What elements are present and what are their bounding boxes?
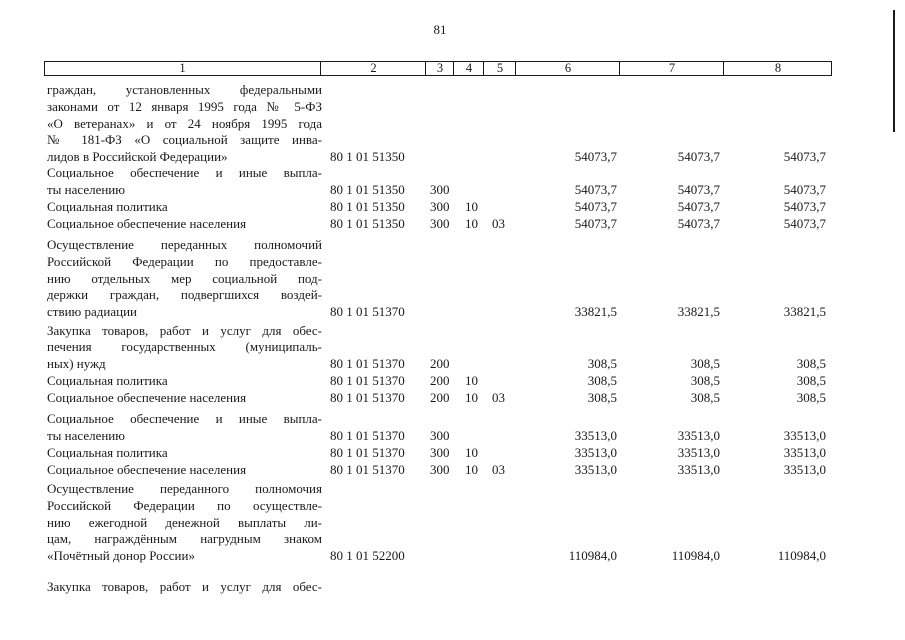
row-value-col6: 110984,0 xyxy=(568,548,617,563)
column-header-5: 5 xyxy=(483,62,516,75)
description-line: Социальное обеспечение и иные выпла- xyxy=(47,411,322,427)
column-header-7: 7 xyxy=(619,62,724,75)
description-line: Социальное обеспечение населения xyxy=(47,462,247,477)
column-header-1: 1 xyxy=(179,61,186,75)
row-value-col7: 33513,0 xyxy=(677,462,720,477)
row-value-col6: 33513,0 xyxy=(574,462,617,477)
row-value-col8: 54073,7 xyxy=(783,149,826,164)
row-code: 80 1 01 51370 xyxy=(330,462,405,477)
row-value-col8: 308,5 xyxy=(796,373,826,388)
row-section: 10 xyxy=(465,199,478,214)
description-line: Социальная политика xyxy=(47,445,168,460)
row-value-col8: 33821,5 xyxy=(783,304,826,319)
row-subsection: 03 xyxy=(492,390,505,405)
description-line: ствию радиации xyxy=(47,304,137,319)
page-number: 81 xyxy=(433,22,447,37)
description-line: Закупка товаров, работ и услуг для обес- xyxy=(47,579,322,594)
row-description xyxy=(47,323,322,373)
description-line: граждан, установленных федеральными xyxy=(47,82,322,98)
row-expense-type: 300 xyxy=(430,216,450,231)
row-description xyxy=(47,481,322,565)
row-value-col7: 308,5 xyxy=(690,373,720,388)
row-expense-type: 300 xyxy=(430,182,450,197)
description-line: цам, награждённым нагрудным знаком xyxy=(47,531,322,547)
row-description xyxy=(47,411,322,444)
row-value-col6: 33513,0 xyxy=(574,428,617,443)
row-section: 10 xyxy=(465,373,478,388)
row-value-col6: 54073,7 xyxy=(574,182,617,197)
row-description xyxy=(47,390,322,407)
description-line: держки граждан, подвергшихся воздей- xyxy=(47,287,322,303)
description-line: Социальное обеспечение и иные выпла- xyxy=(47,165,322,181)
row-code: 80 1 01 52200 xyxy=(330,548,405,563)
row-expense-type: 200 xyxy=(430,390,450,405)
row-value-col8: 54073,7 xyxy=(783,216,826,231)
row-value-col6: 54073,7 xyxy=(574,149,617,164)
row-description xyxy=(47,237,322,321)
description-line: ты населению xyxy=(47,428,125,443)
row-value-col7: 54073,7 xyxy=(677,216,720,231)
row-value-col7: 54073,7 xyxy=(677,149,720,164)
column-header-8: 8 xyxy=(723,62,832,75)
description-line: ты населению xyxy=(47,182,125,197)
row-value-col8: 308,5 xyxy=(796,356,826,371)
description-line: Российской Федерации по предоставле- xyxy=(47,253,322,269)
row-section: 10 xyxy=(465,390,478,405)
row-code: 80 1 01 51350 xyxy=(330,149,405,164)
row-value-col6: 308,5 xyxy=(587,390,617,405)
row-value-col7: 54073,7 xyxy=(677,182,720,197)
row-value-col8: 110984,0 xyxy=(777,548,826,563)
row-value-col7: 33513,0 xyxy=(677,428,720,443)
row-value-col6: 54073,7 xyxy=(574,216,617,231)
row-expense-type: 300 xyxy=(430,462,450,477)
row-description xyxy=(47,445,322,462)
row-description xyxy=(47,373,322,390)
row-value-col8: 33513,0 xyxy=(783,462,826,477)
row-value-col7: 33821,5 xyxy=(677,304,720,319)
description-line: лидов в Российской Федерации» xyxy=(47,149,228,164)
row-subsection: 03 xyxy=(492,462,505,477)
row-expense-type: 300 xyxy=(430,445,450,460)
row-subsection: 03 xyxy=(492,216,505,231)
description-line: печения государственных (муниципаль- xyxy=(47,339,322,355)
description-line: Социальная политика xyxy=(47,373,168,388)
row-expense-type: 200 xyxy=(430,373,450,388)
description-line: нию ежегодной денежной выплаты ли- xyxy=(47,514,322,530)
description-line: нию отдельных мер социальной под- xyxy=(47,270,322,286)
row-code: 80 1 01 51370 xyxy=(330,428,405,443)
column-header-2: 2 xyxy=(320,62,426,75)
row-expense-type: 200 xyxy=(430,356,450,371)
description-line: Социальное обеспечение населения xyxy=(47,216,247,231)
column-header-6: 6 xyxy=(515,62,620,75)
row-value-col8: 308,5 xyxy=(796,390,826,405)
row-code: 80 1 01 51350 xyxy=(330,182,405,197)
row-expense-type: 300 xyxy=(430,199,450,214)
row-description xyxy=(47,462,322,479)
row-description xyxy=(47,199,322,216)
row-code: 80 1 01 51370 xyxy=(330,390,405,405)
row-value-col6: 54073,7 xyxy=(574,199,617,214)
table-column-headers xyxy=(44,61,832,76)
description-line: Осуществление переданных полномочий xyxy=(47,237,322,253)
column-header-4: 4 xyxy=(453,62,484,75)
row-value-col7: 308,5 xyxy=(690,356,720,371)
row-code: 80 1 01 51370 xyxy=(330,445,405,460)
row-expense-type: 300 xyxy=(430,428,450,443)
row-value-col8: 33513,0 xyxy=(783,428,826,443)
row-value-col8: 33513,0 xyxy=(783,445,826,460)
row-section: 10 xyxy=(465,462,478,477)
description-line: «О ветеранах» и от 24 ноября 1995 года xyxy=(47,115,322,131)
row-value-col8: 54073,7 xyxy=(783,199,826,214)
scan-edge-mark xyxy=(893,10,895,132)
row-value-col7: 33513,0 xyxy=(677,445,720,460)
row-code: 80 1 01 51370 xyxy=(330,373,405,388)
row-code: 80 1 01 51350 xyxy=(330,216,405,231)
description-line: Социальное обеспечение населения xyxy=(47,390,247,405)
column-header-3: 3 xyxy=(425,62,454,75)
description-line: № 181-ФЗ «О социальной защите инва- xyxy=(47,132,322,148)
row-section: 10 xyxy=(465,445,478,460)
row-value-col7: 54073,7 xyxy=(677,199,720,214)
row-value-col7: 110984,0 xyxy=(671,548,720,563)
description-line: Осуществление переданного полномочия xyxy=(47,481,322,497)
row-description xyxy=(47,82,322,166)
row-value-col8: 54073,7 xyxy=(783,182,826,197)
description-line: законами от 12 января 1995 года № 5-ФЗ xyxy=(47,98,322,114)
description-line: ных) нужд xyxy=(47,356,106,371)
row-section: 10 xyxy=(465,216,478,231)
description-line: Социальная политика xyxy=(47,199,168,214)
row-value-col6: 308,5 xyxy=(587,373,617,388)
description-line: Российской Федерации по осуществле- xyxy=(47,497,322,513)
row-code: 80 1 01 51350 xyxy=(330,199,405,214)
row-description xyxy=(47,216,322,233)
row-description xyxy=(47,579,322,596)
description-line: Закупка товаров, работ и услуг для обес- xyxy=(47,322,322,338)
description-line: «Почётный донор России» xyxy=(47,548,195,563)
row-value-col7: 308,5 xyxy=(690,390,720,405)
row-value-col6: 33513,0 xyxy=(574,445,617,460)
row-description xyxy=(47,165,322,198)
row-code: 80 1 01 51370 xyxy=(330,304,405,319)
row-value-col6: 308,5 xyxy=(587,356,617,371)
row-value-col6: 33821,5 xyxy=(574,304,617,319)
row-code: 80 1 01 51370 xyxy=(330,356,405,371)
